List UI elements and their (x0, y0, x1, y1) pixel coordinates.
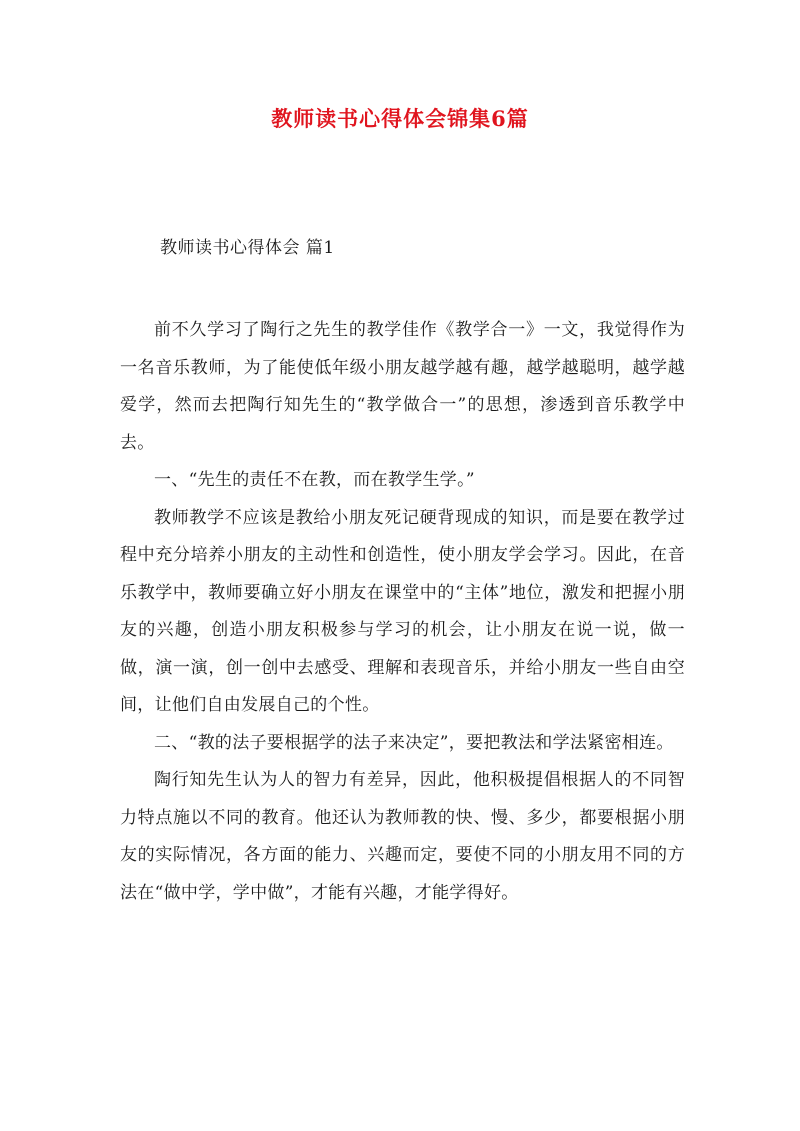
paragraph-intro: 前不久学习了陶行之先生的教学佳作《教学合一》一文，我觉得作为一名音乐教师，为了能使低年级小朋友越学越有趣，越学越聪明，越学越爱学，然而去把陶行知先生的“教学做合一”的思想，渗透到音乐教学中去。 (120, 320, 685, 453)
paragraph-point-one-detail: 教师教学不应该是教给小朋友死记硬背现成的知识，而是要在教学过程中充分培养小朋友的主动性和创造性，使小朋友学会学习。因此，在音乐教学中，教师要确立好小朋友在课堂中的“主体”地位，激发和把握小朋友的兴趣，创造小朋友积极参与学习的机会，让小朋友在说一说，做一做，演一演，创一创中去感受、理解和表现音乐，并给小朋友一些自由空间，让他们自由发展自己的个性。 (120, 507, 685, 715)
document-title: 教师读书心得体会锦集6篇 (271, 106, 529, 131)
body-text (120, 312, 685, 912)
paragraph-point-one: 一、“先生的责任不在教，而在教学生学。” (154, 470, 475, 490)
paragraph-point-two: 二、“教的法子要根据学的法子来决定”，要把教法和学法紧密相连。 (154, 732, 674, 753)
paragraph-point-two-detail: 陶行知先生认为人的智力有差异，因此，他积极提倡根据人的不同智力特点施以不同的教育。他还认为教师教的快、慢、多少，都要根据小朋友的实际情况，各方面的能力、兴趣而定，要使不同的小朋友用不同的方法在“做中学，学中做”，才能有兴趣，才能学得好。 (120, 770, 685, 903)
section-heading: 教师读书心得体会 篇1 (160, 238, 335, 258)
